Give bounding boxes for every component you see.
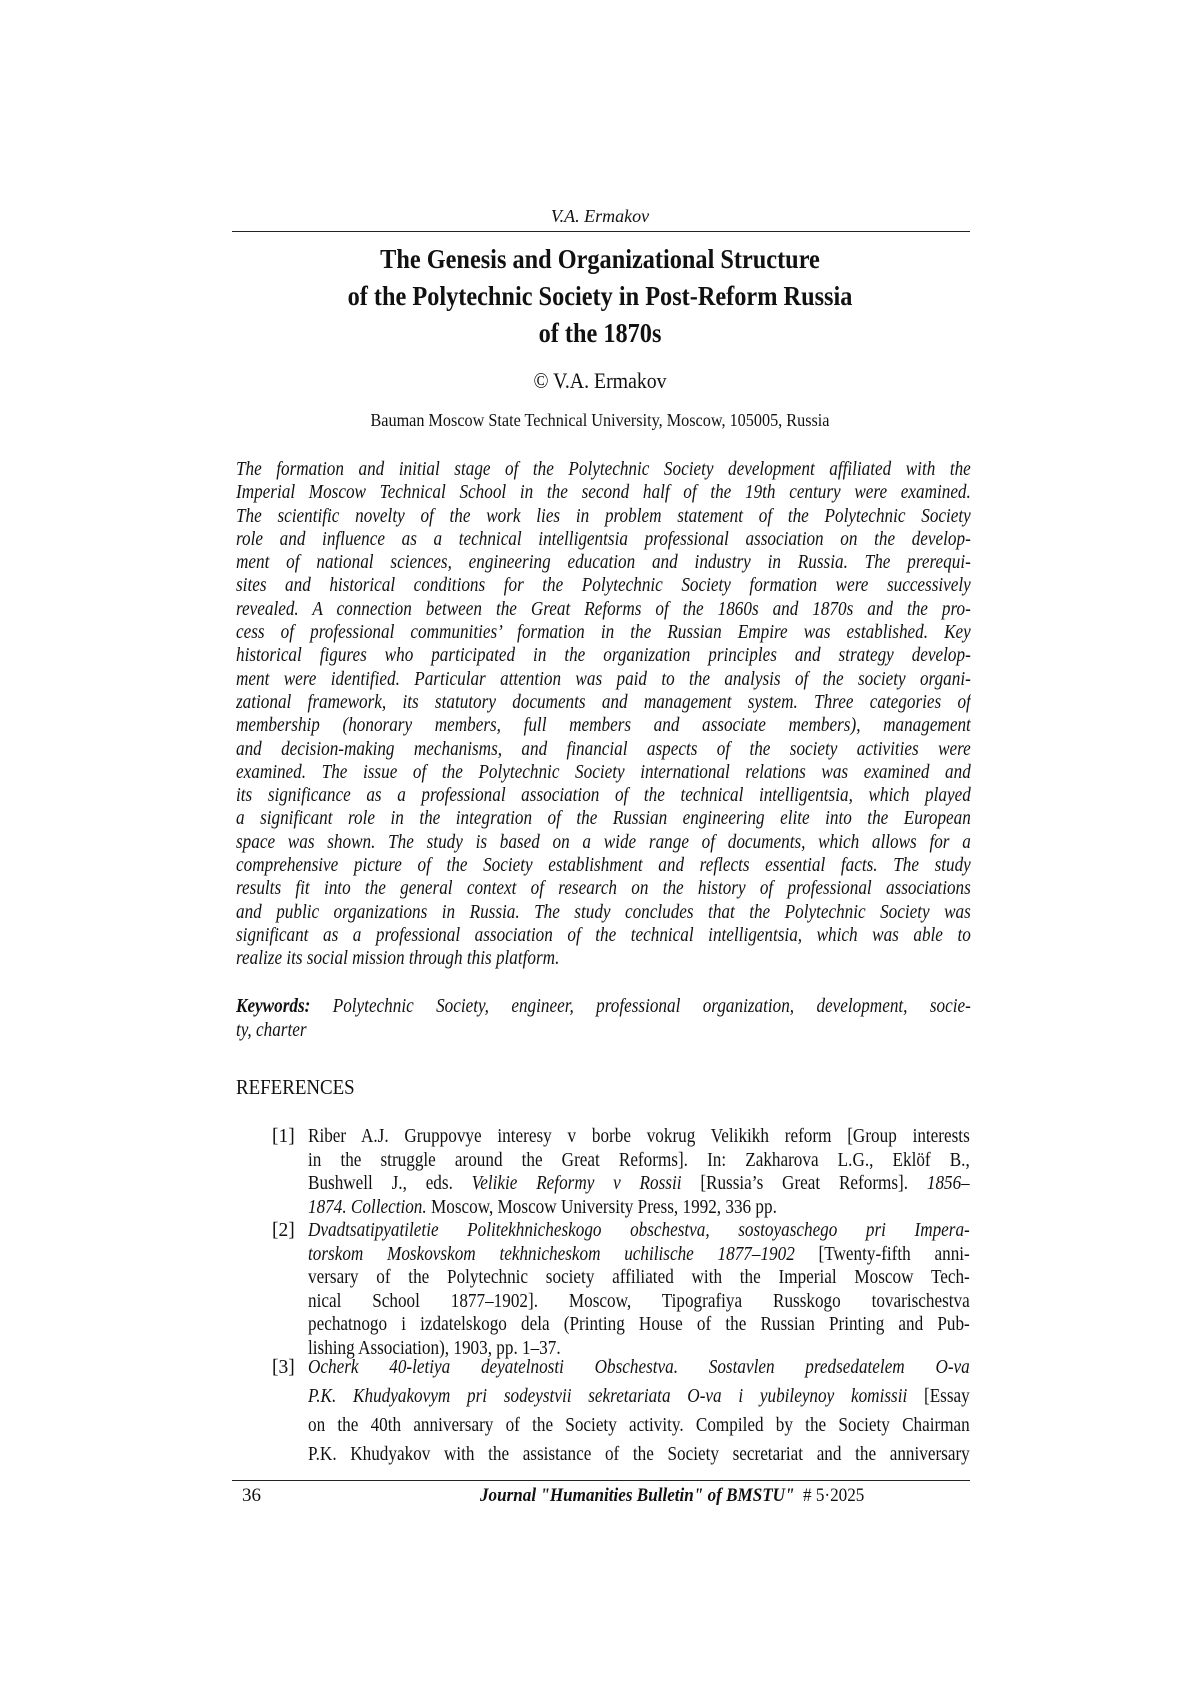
reference-text: lishing Association), 1903, pp. 1–37. xyxy=(308,1337,561,1359)
footer-rule xyxy=(232,1480,970,1481)
keywords xyxy=(236,995,971,1043)
reference-text: torskom Moskovskom tekhnicheskom uchilische 1877–1902 xyxy=(308,1243,795,1265)
keywords-text: ty, charter xyxy=(236,1020,307,1041)
article-title xyxy=(60,241,1140,352)
reference-line xyxy=(308,1440,970,1469)
reference-text: 1874. Collection. xyxy=(308,1196,427,1218)
reference-text: Dvadtsatipyatiletie Politekhnicheskogo obschestva, sostoyaschego pri Impera- xyxy=(308,1220,970,1241)
abstract xyxy=(236,458,971,971)
journal-footer xyxy=(480,1485,864,1507)
reference-line xyxy=(308,1196,970,1220)
reference-item xyxy=(308,1125,970,1219)
reference-item xyxy=(308,1353,970,1469)
reference-text: Velikie Reformy v Rossii xyxy=(471,1173,682,1195)
title-line: of the Polytechnic Society in Post-Reform Russia xyxy=(347,281,853,311)
references-heading: REFERENCES xyxy=(236,1075,355,1099)
reference-line xyxy=(308,1353,970,1382)
reference-text: in the struggle around the Great Reforms]. In: Zakharova L.G., Eklöf B., xyxy=(308,1149,970,1171)
abstract-line: ment of national sciences, engineering education and industry in Russia. The prerequi- xyxy=(236,552,971,574)
reference-text: Riber A.J. Gruppovye interesy v borbe vokrug Velikikh reform [Group interests xyxy=(308,1126,970,1147)
abstract-line: zational framework, its statutory documents and management system. Three categories of xyxy=(236,691,971,713)
abstract-line: and decision-making mechanisms, and financial aspects of the society activities were xyxy=(236,738,971,760)
reference-text: Bushwell J., eds. xyxy=(308,1173,472,1195)
abstract-line: significant as a professional association of the technical intelligentsia, which was able to xyxy=(236,924,971,946)
reference-line xyxy=(308,1243,970,1267)
abstract-line: comprehensive picture of the Society establishment and reflects essential facts. The study xyxy=(236,855,971,877)
reference-text: [Russia’s Great Reforms]. xyxy=(681,1173,927,1195)
reference-text: Moscow, Moscow University Press, 1992, 336 pp. xyxy=(426,1196,777,1218)
reference-text: on the 40th anniversary of the Society activity. Compiled by the Society Chairman xyxy=(308,1415,970,1436)
abstract-line: examined. The issue of the Polytechnic Society international relations was examined and xyxy=(236,761,971,783)
affiliation: Bauman Moscow State Technical University, Moscow, 105005, Russia xyxy=(370,410,830,430)
reference-number: [1] xyxy=(272,1126,295,1147)
journal-name: Journal "Humanities Bulletin" of BMSTU" xyxy=(480,1485,795,1506)
abstract-line: historical figures who participated in the organization principles and strategy develop- xyxy=(236,645,971,667)
reference-line xyxy=(308,1219,970,1243)
abstract-line: a significant role in the integration of the Russian engineering elite into the European xyxy=(236,808,971,830)
reference-text: P.K. Khudyakov with the assistance of the Society secretariat and the anniversary xyxy=(308,1444,970,1465)
running-header: V.A. Ermakov xyxy=(550,206,650,226)
reference-line xyxy=(308,1382,970,1411)
author-copyright: © V.A. Ermakov xyxy=(533,368,667,393)
reference-number: [2] xyxy=(272,1220,295,1241)
reference-line xyxy=(308,1313,970,1337)
title-line: of the 1870s xyxy=(538,318,662,348)
reference-text: P.K. Khudyakovym pri sodeystvii sekretariata O-va i yubileynoy komissii xyxy=(308,1386,908,1407)
abstract-line: ment were identified. Particular attention was paid to the analysis of the society organi- xyxy=(236,668,971,690)
reference-item xyxy=(308,1219,970,1361)
abstract-line: role and influence as a technical intelligentsia professional association on the develop- xyxy=(236,528,971,550)
reference-line xyxy=(308,1411,970,1440)
page-number: 36 xyxy=(242,1485,261,1506)
abstract-line: The scientific novelty of the work lies in problem statement of the Polytechnic Society xyxy=(236,505,971,527)
reference-text: 1856– xyxy=(926,1173,970,1195)
abstract-line: sites and historical conditions for the Polytechnic Society formation were successively xyxy=(236,575,971,597)
reference-line xyxy=(308,1266,970,1290)
reference-line xyxy=(308,1149,970,1173)
reference-text: nical School 1877–1902]. Moscow, Tipografiya Russkogo tovarischestva xyxy=(308,1290,970,1312)
abstract-line: membership (honorary members, full members and associate members), management xyxy=(236,715,971,737)
journal-issue: # 5·2025 xyxy=(803,1485,865,1506)
reference-line xyxy=(308,1290,970,1314)
keywords-text: Polytechnic Society, engineer, professional organization, development, socie- xyxy=(310,996,971,1017)
reference-text: [Twenty-fifth anni- xyxy=(794,1243,970,1265)
keywords-label: Keywords: xyxy=(236,996,311,1017)
abstract-line: Imperial Moscow Technical School in the second half of the 19th century were examined. xyxy=(236,482,971,504)
abstract-line: space was shown. The study is based on a wide range of documents, which allows for a xyxy=(236,831,971,853)
reference-text: pechatnogo i izdatelskogo dela (Printing House of the Russian Printing and Pub- xyxy=(308,1314,970,1336)
abstract-line: cess of professional communities’ formation in the Russian Empire was established. Key xyxy=(236,622,971,644)
reference-line xyxy=(308,1125,970,1149)
reference-number: [3] xyxy=(272,1357,295,1378)
reference-line xyxy=(308,1172,970,1196)
abstract-line: results fit into the general context of research on the history of professional associations xyxy=(236,878,971,900)
abstract-line: The formation and initial stage of the Polytechnic Society development affiliated with the xyxy=(236,459,971,480)
header-rule xyxy=(232,231,970,232)
abstract-line: revealed. A connection between the Great Reforms of the 1860s and 1870s and the pro- xyxy=(236,598,971,620)
reference-text: Ocherk 40-letiya deyatelnosti Obschestva. Sostavlen predsedatelem O-va xyxy=(308,1357,970,1378)
abstract-line: and public organizations in Russia. The study concludes that the Polytechnic Society was xyxy=(236,901,971,923)
reference-text: [Essay xyxy=(907,1386,970,1407)
abstract-line: realize its social mission through this platform. xyxy=(236,948,560,970)
reference-text: versary of the Polytechnic society affiliated with the Imperial Moscow Tech- xyxy=(308,1267,970,1289)
title-line: The Genesis and Organizational Structure xyxy=(380,244,820,274)
abstract-line: its significance as a professional association of the technical intelligentsia, which played xyxy=(236,785,971,807)
